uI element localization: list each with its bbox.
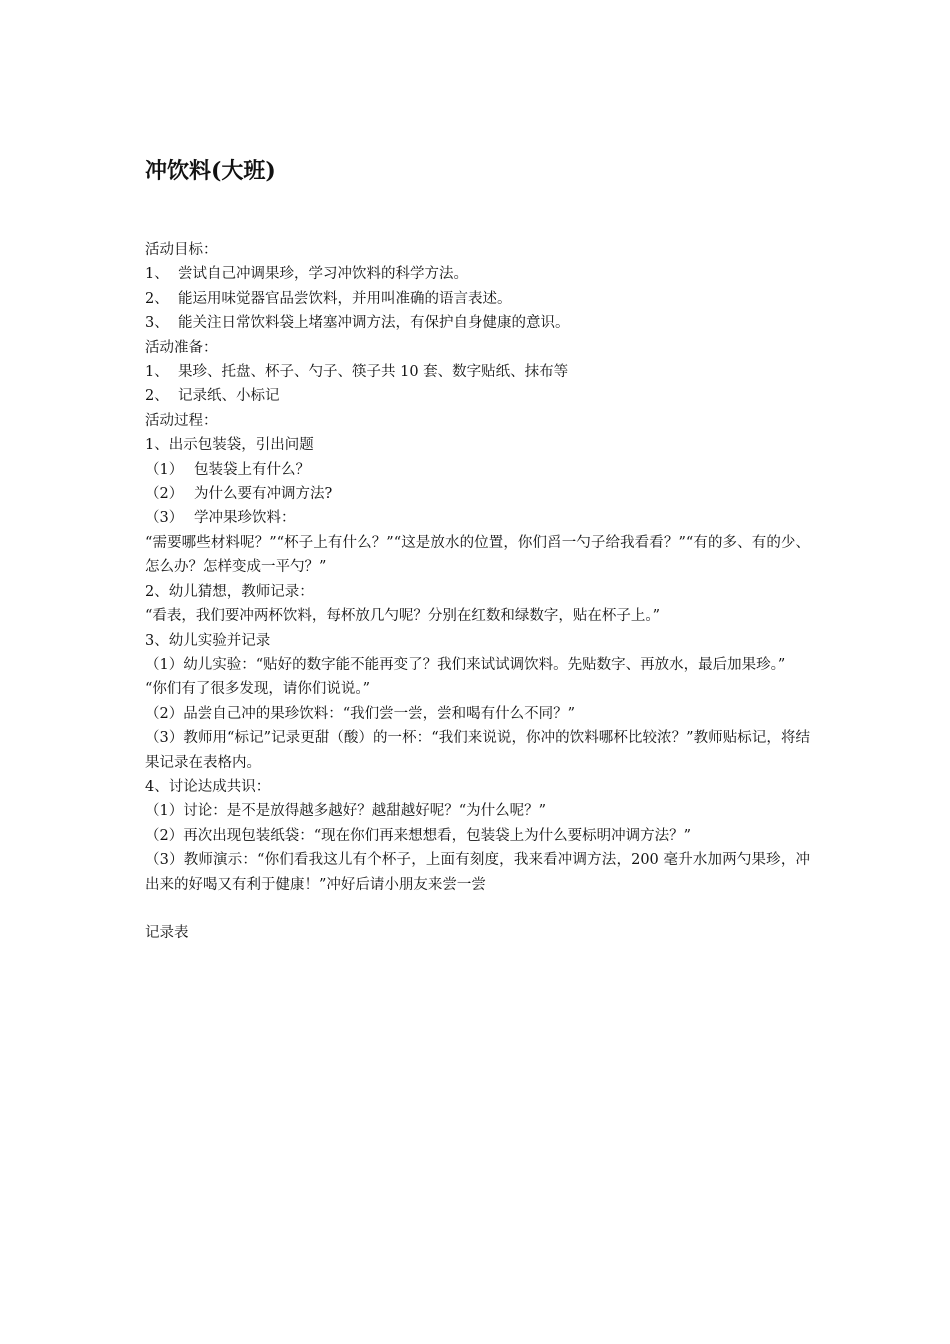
prep-item-2-text: 记录纸、小标记 xyxy=(178,388,280,405)
spacer xyxy=(145,897,810,921)
goal-item-3-text: 能关注日常饮料袋上堵塞冲调方法，有保护自身健康的意识。 xyxy=(178,315,570,332)
step3-title: 3、幼儿实验并记录 xyxy=(145,632,271,649)
step1-sub-3-num: （3） xyxy=(145,510,184,527)
goal-item-3 xyxy=(145,311,810,335)
prep-item-1-text: 果珍、托盘、杯子、勺子、筷子共 10 套、数字贴纸、抹布等 xyxy=(178,364,569,381)
prep-heading: 活动准备： xyxy=(145,339,218,356)
step3-paragraph-2: “你们有了很多发现，请你们说说。” xyxy=(145,681,371,698)
goals-heading: 活动目标： xyxy=(145,242,218,258)
step1-quote: “需要哪些材料呢？”“杯子上有什么？”“这是放水的位置，你们舀一勺子给我看看？”“有的多、有的少、怎么办？怎样变成一平勺？” xyxy=(145,534,810,576)
step3-paragraph-4: （3）教师用“标记”记录更甜（酸）的一杯：“我们来说说，你冲的饮料哪杯比较浓？”教师贴标记，将结果记录在表格内。 xyxy=(145,730,810,771)
step2-title: 2、幼儿猜想，教师记录： xyxy=(145,583,314,600)
goal-item-2 xyxy=(145,287,810,311)
step1-sub-1 xyxy=(145,458,810,482)
prep-item-1 xyxy=(145,360,810,384)
step1-sub-1-text: 包装袋上有什么？ xyxy=(194,461,310,478)
document-body xyxy=(145,238,810,945)
goal-item-1 xyxy=(145,262,810,286)
step1-sub-2-num: （2） xyxy=(145,486,184,503)
goal-item-2-text: 能运用味觉器官品尝饮料，并用叫准确的语言表述。 xyxy=(178,290,512,307)
goal-item-3-num: 3、 xyxy=(145,315,169,332)
step1-sub-3 xyxy=(145,506,810,530)
step1-sub-2-text: 为什么要有冲调方法? xyxy=(194,486,333,503)
goal-item-1-num: 1、 xyxy=(145,266,169,283)
step4-paragraph-3: （3）教师演示：“你们看我这儿有个杯子，上面有刻度，我来看冲调方法，200 毫升水加两勺果珍，冲出来的好喝又有利于健康！”冲好后请小朋友来尝一尝 xyxy=(145,852,810,893)
goal-item-2-num: 2、 xyxy=(145,290,169,307)
step1-sub-3-text: 学冲果珍饮料： xyxy=(194,510,296,527)
step1-title: 1、出示包装袋，引出问题 xyxy=(145,437,314,454)
step1-sub-1-num: （1） xyxy=(145,461,184,478)
prep-item-2-num: 2、 xyxy=(145,388,169,405)
step4-paragraph-1: （1）讨论：是不是放得越多越好？越甜越好呢？“为什么呢？” xyxy=(145,803,547,820)
prep-item-1-num: 1、 xyxy=(145,364,169,381)
step4-title: 4、讨论达成共识： xyxy=(145,778,271,795)
step3-paragraph-3: （2）品尝自己冲的果珍饮料：“我们尝一尝，尝和喝有什么不同？” xyxy=(145,705,576,722)
step2-quote: “看表，我们要冲两杯饮料，每杯放几勺呢？分别在红数和绿数字，贴在杯子上。” xyxy=(145,608,661,625)
document-title: 冲饮料(大班) xyxy=(145,158,276,184)
goal-item-1-text: 尝试自己冲调果珍，学习冲饮料的科学方法。 xyxy=(178,266,468,283)
step4-paragraph-2: （2）再次出现包装纸袋：“现在你们再来想想看，包装袋上为什么要标明冲调方法？” xyxy=(145,827,692,844)
record-table-label: 记录表 xyxy=(145,924,189,941)
prep-item-2 xyxy=(145,384,810,408)
step1-sub-2 xyxy=(145,482,810,506)
step3-paragraph-1: （1）幼儿实验：“贴好的数字能不能再变了？我们来试试调饮料。先贴数字、再放水，最后加果珍。” xyxy=(145,656,786,673)
process-heading: 活动过程： xyxy=(145,412,218,429)
